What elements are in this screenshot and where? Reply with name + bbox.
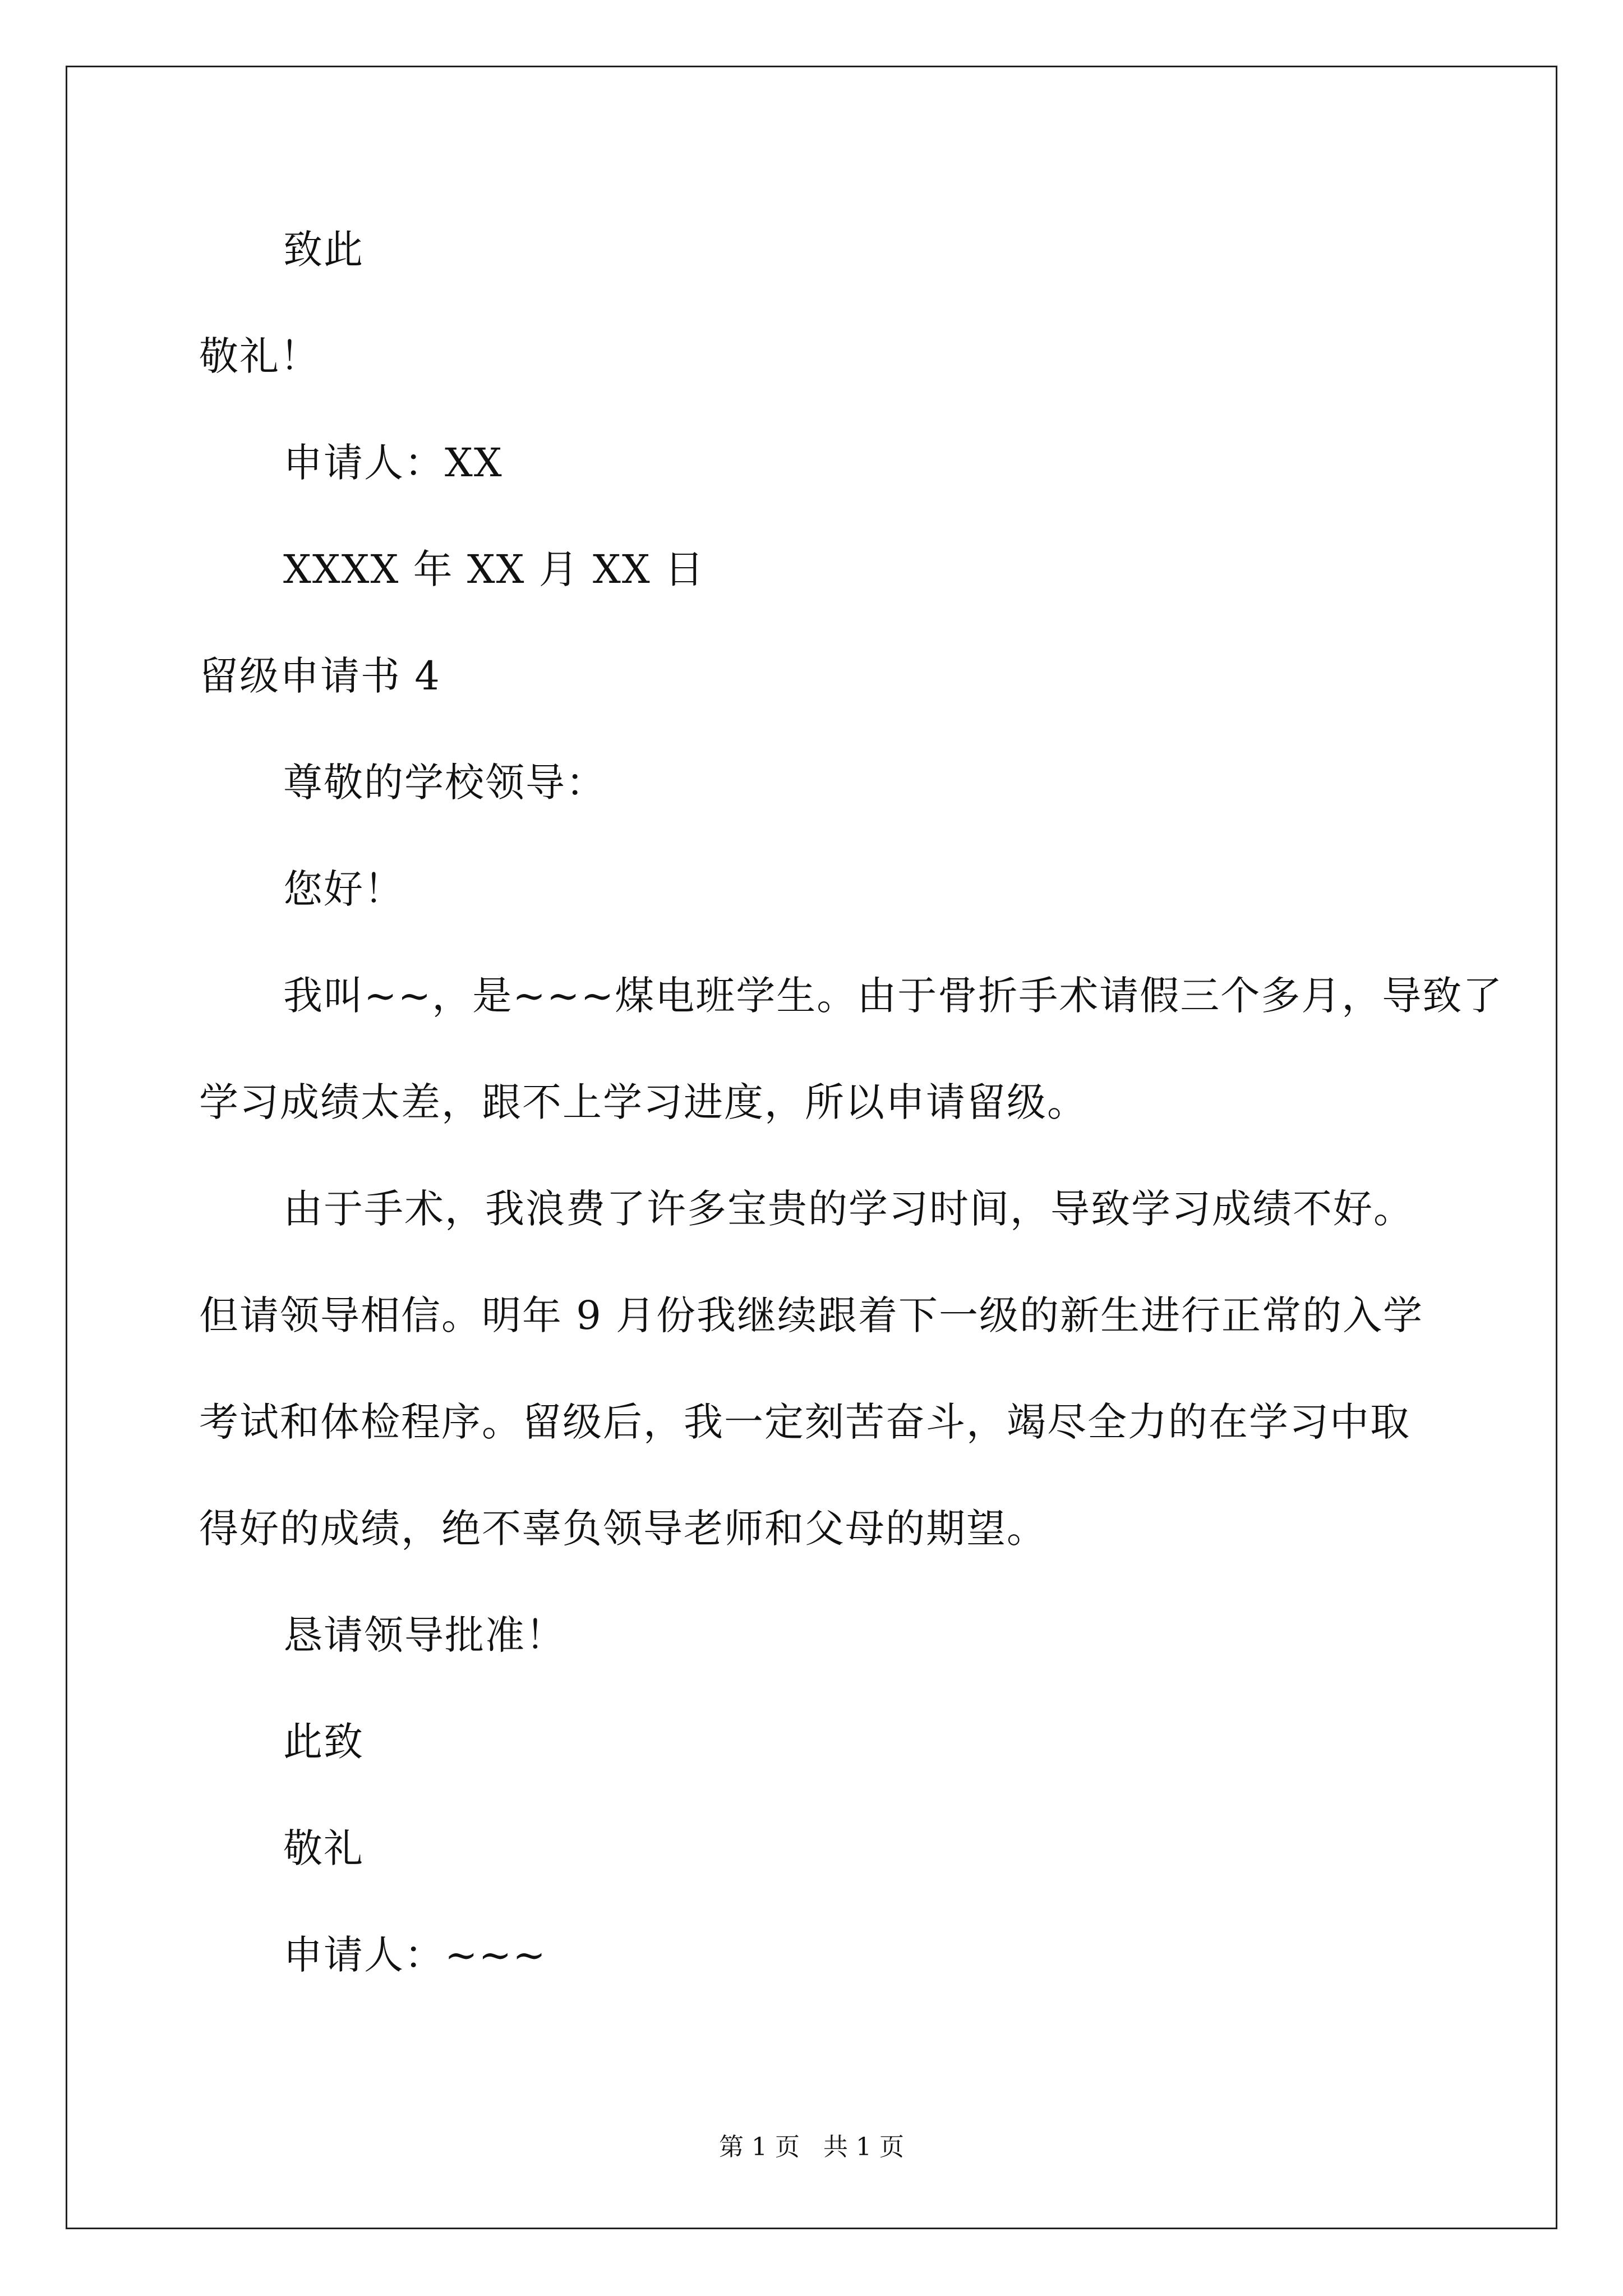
paragraph-2-line-2: 但请领导相信。明年 9 月份我继续跟着下一级的新生进行正常的入学 [199, 1292, 1424, 1338]
paragraph-2-line-3: 考试和体检程序。留级后，我一定刻苦奋斗，竭尽全力的在学习中取 [199, 1399, 1410, 1445]
closing-salute-2: 敬礼 [283, 1825, 364, 1871]
greeting: 您好！ [283, 866, 404, 912]
paragraph-1-line-1: 我叫~~，是~~~煤电班学生。由于骨折手术请假三个多月，导致了 [283, 973, 1504, 1019]
closing-line-2: 此致 [283, 1719, 364, 1765]
closing-line-1: 致此 [283, 227, 364, 273]
page-footer: 第 1 页 共 1 页 [719, 2133, 904, 2161]
paragraph-2-line-1: 由于手术，我浪费了许多宝贵的学习时间，导致学习成绩不好。 [283, 1186, 1414, 1232]
salutation: 尊敬的学校领导： [283, 760, 606, 806]
applicant-line-2: 申请人：~~~ [283, 1932, 547, 1978]
closing-salute-1: 敬礼！ [199, 333, 320, 379]
paragraph-1-line-2: 学习成绩太差，跟不上学习进度，所以申请留级。 [199, 1079, 1087, 1125]
paragraph-2-line-4: 得好的成绩，绝不辜负领导老师和父母的期望。 [199, 1506, 1047, 1552]
applicant-line-1: 申请人：XX [283, 440, 503, 486]
section-title: 留级申请书 4 [199, 653, 441, 699]
request-line: 恳请领导批准！ [283, 1612, 566, 1658]
page-border [66, 66, 1557, 2229]
date-line: XXXX 年 XX 月 XX 日 [283, 546, 705, 592]
